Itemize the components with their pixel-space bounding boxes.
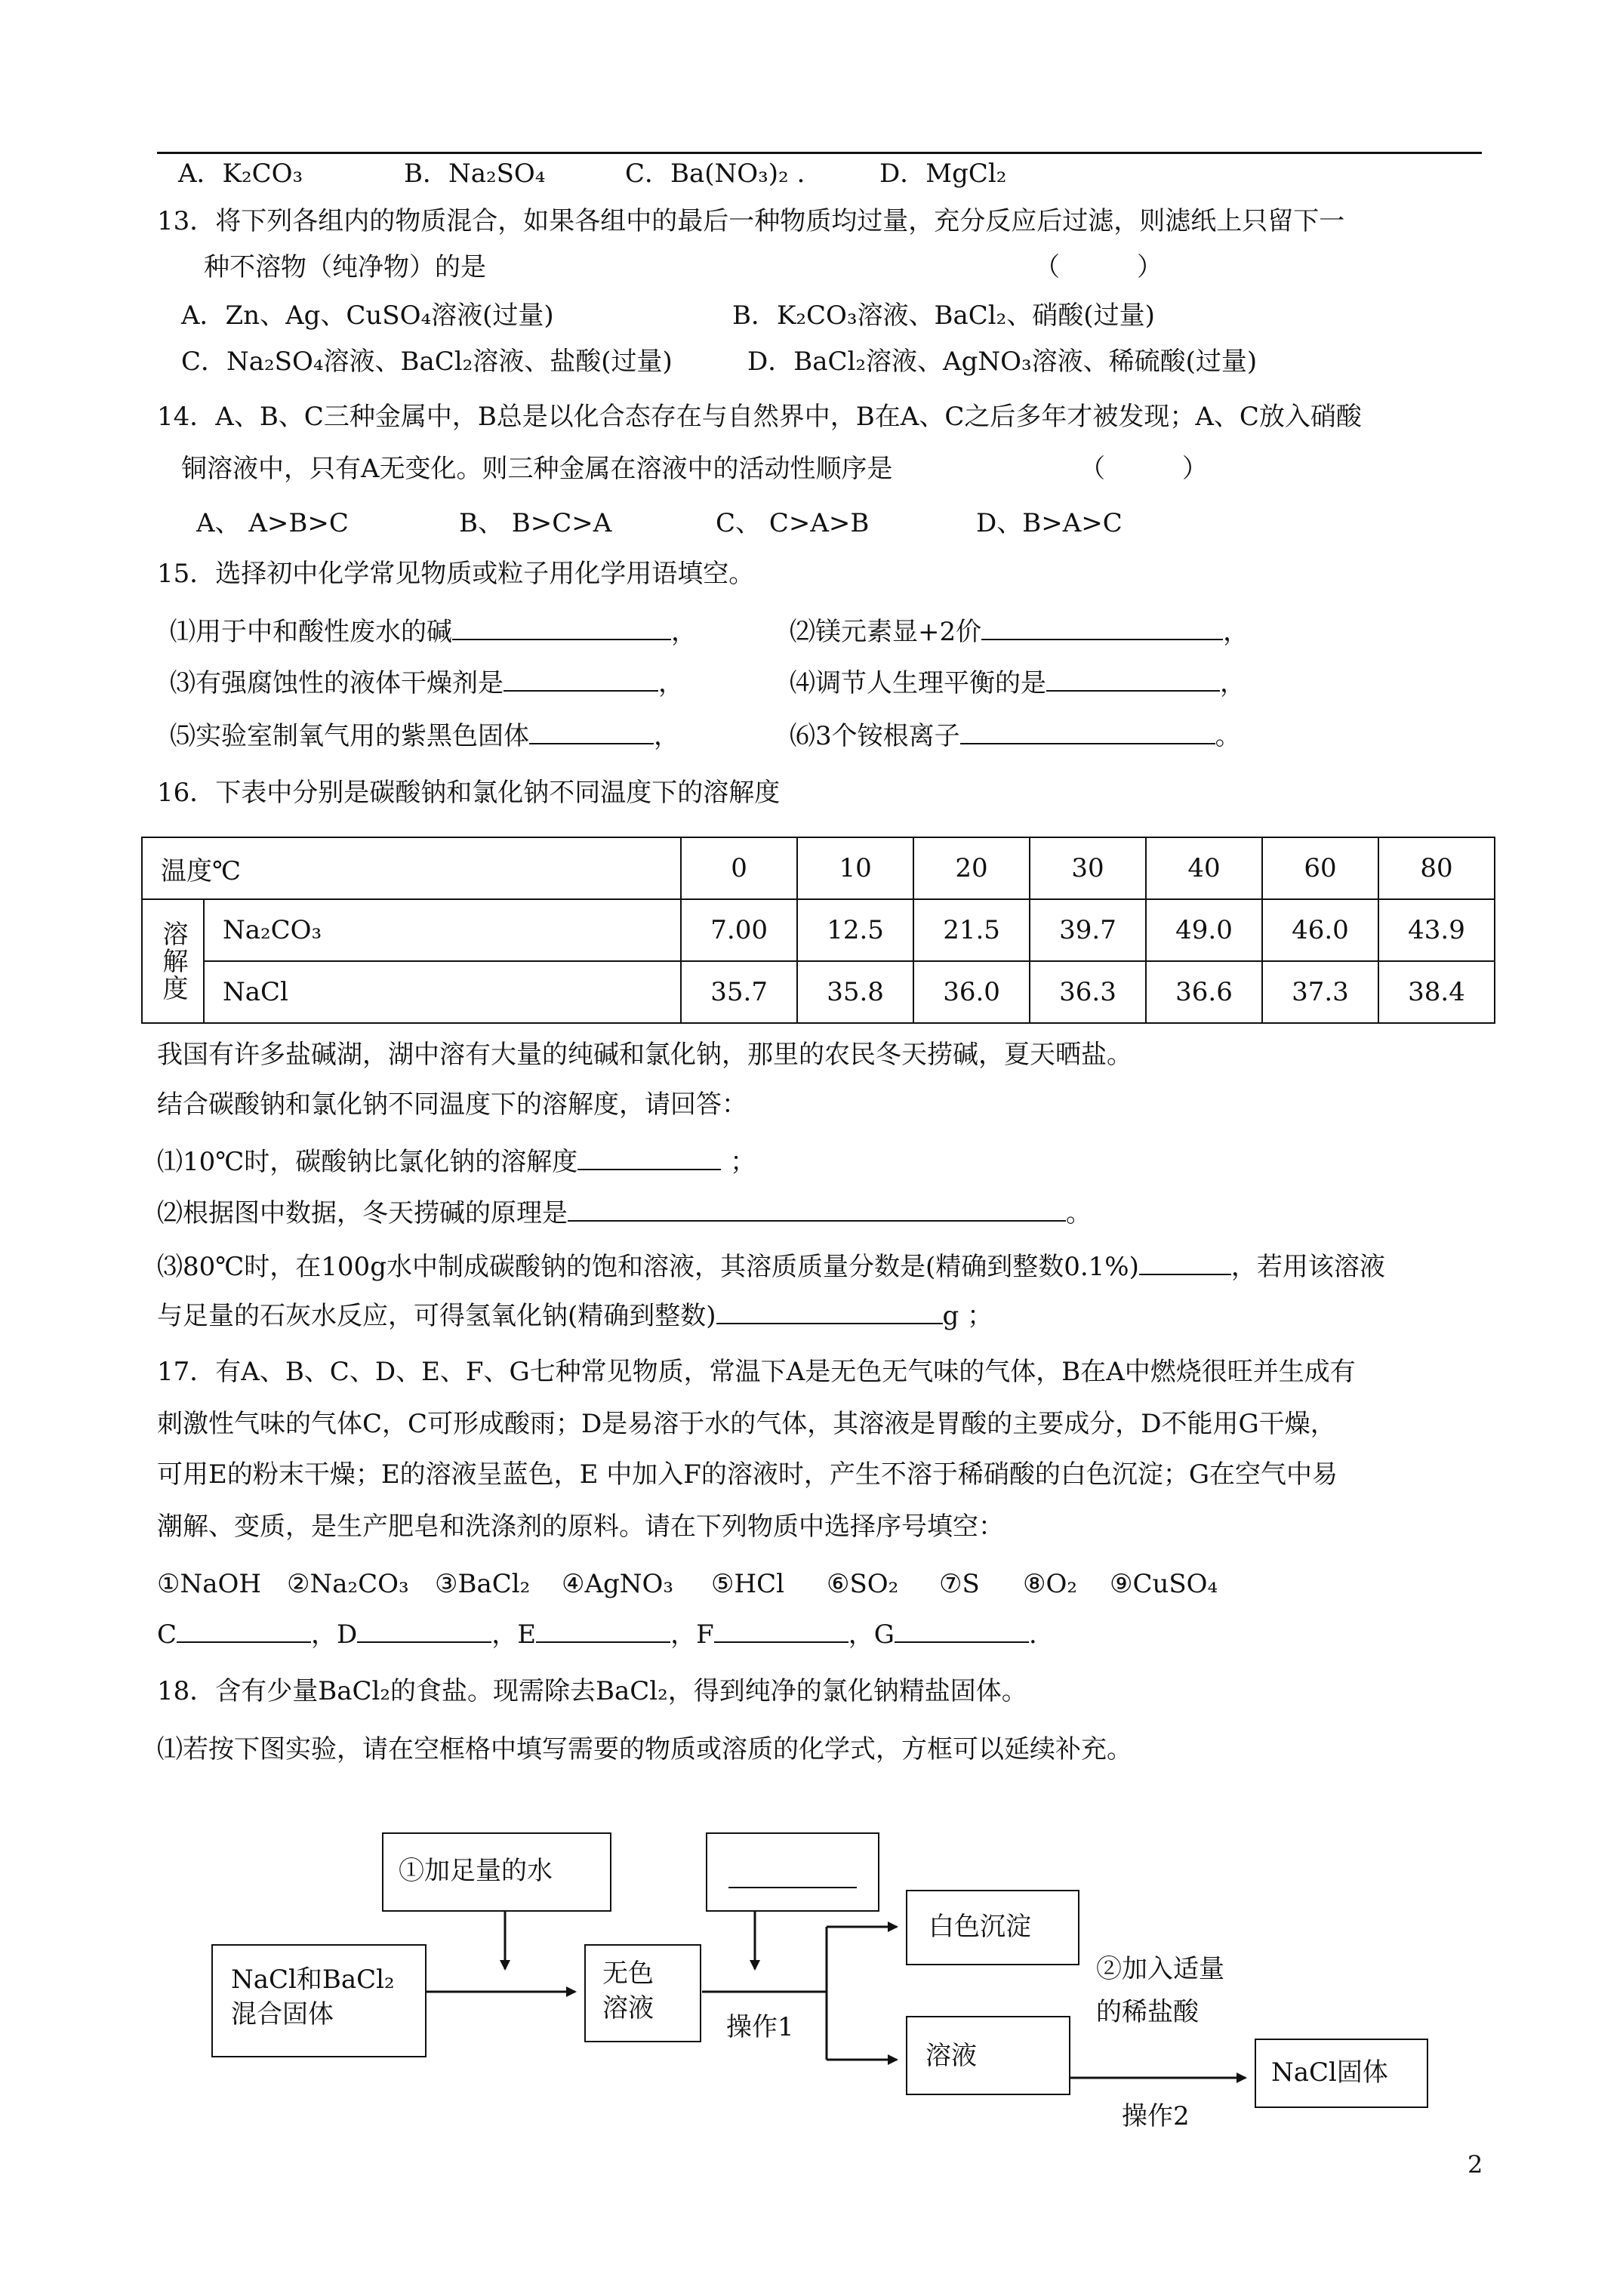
operation-2-label: 操作2	[1122, 2101, 1190, 2131]
table-cell: 46.0	[1262, 899, 1378, 961]
q17-choice: ①NaOH	[157, 1569, 262, 1599]
table-cell: 60	[1262, 837, 1378, 899]
q17-choice: ⑧O₂	[1023, 1569, 1077, 1599]
page-number: 2	[1467, 2150, 1483, 2179]
q17-end: .	[1028, 1620, 1037, 1650]
table-cell: 35.7	[681, 961, 797, 1023]
box-precipitate-text: 白色沉淀	[929, 1912, 1031, 1942]
q17-choice: ⑦S	[939, 1569, 980, 1599]
box-mixture-line2: 混合固体	[231, 1999, 334, 2029]
box-colorless-line1: 无色	[602, 1959, 654, 1989]
comma: ，	[1223, 617, 1249, 647]
comma: ，	[654, 721, 679, 751]
q17-choice: ⑨CuSO₄	[1110, 1569, 1218, 1599]
q13-option-b: B．K₂CO₃溶液、BaCl₂、硝酸(过量)	[732, 300, 1155, 331]
table-cell: 39.7	[1030, 899, 1146, 961]
table-cell: 36.3	[1030, 961, 1146, 1023]
box-white-precipitate	[906, 1890, 1079, 1965]
q16-sub-2-text: ⑵根据图中数据，冬天捞碱的原理是	[157, 1198, 568, 1228]
table-cell: 49.0	[1146, 899, 1262, 961]
box-nacl-product	[1255, 2039, 1428, 2108]
table-cell: 21.5	[913, 899, 1030, 961]
q15-item-2-text: ⑵镁元素显+2价	[790, 617, 982, 647]
q18-line-1: 18．含有少量BaCl₂的食盐。现需除去BaCl₂，得到纯净的氯化钠精盐固体。	[157, 1676, 1027, 1706]
row-group-text: 溶解度	[158, 920, 188, 1002]
q17-line-1: 17．有A、B、C、D、E、F、G七种常见物质，常温下A是无色无气味的气体，B在A中燃烧很旺并生成有	[157, 1357, 1356, 1387]
q17-label-c: C	[157, 1620, 177, 1650]
q16-sub-2-end: 。	[1066, 1198, 1092, 1228]
q14-option-d: D、B>A>C	[976, 508, 1123, 538]
q15-stem: 15．选择初中化学常见物质或粒子用化学用语填空。	[157, 559, 755, 589]
q12-option-b: B．Na₂SO₄	[404, 159, 546, 189]
q16-sub-3-end: g ；	[942, 1301, 993, 1331]
table-cell: 36.6	[1146, 961, 1262, 1023]
q15-item-3-text: ⑶有强腐蚀性的液体干燥剂是	[170, 668, 504, 698]
comma: ，	[658, 668, 684, 698]
box-filtrate-text: 溶液	[925, 2041, 977, 2071]
q12-option-c: C．Ba(NO₃)₂ .	[625, 159, 805, 189]
q16-sub-3-cont: ，若用该溶液	[1230, 1252, 1385, 1282]
acid-label-line2: 的稀盐酸	[1096, 1997, 1199, 2027]
q16-sub-3-text: ⑶80℃时，在100g水中制成碳酸钠的饱和溶液，其溶质质量分数是(精确到整数0.1%)	[157, 1252, 1139, 1282]
acid-label-line1: ②加入适量	[1096, 1954, 1224, 1984]
q12-option-d: D．MgCl₂	[879, 159, 1007, 189]
q13-stem-line2: 种不溶物（纯净物）的是	[204, 252, 486, 282]
q13-stem-line1: 13．将下列各组内的物质混合，如果各组中的最后一种物质均过量，充分反应后过滤，则滤纸上只留下一	[157, 206, 1345, 236]
table-cell: 38.4	[1378, 961, 1495, 1023]
box-add-water-text: ①加足量的水	[399, 1856, 553, 1886]
q15-item-5-text: ⑸实验室制氧气用的紫黑色固体	[170, 721, 529, 751]
q17-choice: ④AgNO₃	[562, 1569, 674, 1599]
table-cell: 20	[913, 837, 1030, 899]
operation-1-label: 操作1	[726, 2012, 794, 2042]
q16-sub-1-end: ；	[730, 1147, 756, 1177]
q14-option-c: C、 C>A>B	[716, 508, 870, 538]
q15-item-4-text: ⑷调节人生理平衡的是	[790, 668, 1046, 698]
comma: ，	[1220, 668, 1246, 698]
q13-option-d: D．BaCl₂溶液、AgNO₃溶液、稀硫酸(过量)	[747, 347, 1258, 377]
table-cell: 30	[1030, 837, 1146, 899]
comma: ，	[671, 617, 697, 647]
table-cell: 80	[1378, 837, 1495, 899]
box-filtrate	[906, 2016, 1070, 2095]
table-cell: 35.8	[797, 961, 913, 1023]
row-name-na2co3: Na₂CO₃	[204, 899, 681, 961]
period: 。	[1215, 721, 1241, 751]
q14-option-b: B、 B>C>A	[459, 508, 612, 538]
q17-label-e: ，E	[491, 1620, 537, 1650]
q17-label-d: ，D	[311, 1620, 358, 1650]
table-cell: 40	[1146, 837, 1262, 899]
box-reagent-blank[interactable]	[706, 1832, 879, 1912]
table-cell: 10	[797, 837, 913, 899]
q16-stem: 16．下表中分别是碳酸钠和氯化钠不同温度下的溶解度	[157, 778, 781, 808]
q17-label-g: ，G	[848, 1620, 895, 1650]
q17-choice: ⑤HCl	[711, 1569, 785, 1599]
q15-item-1-text: ⑴用于中和酸性废水的碱	[170, 617, 452, 647]
q13-option-a: A．Zn、Ag、CuSO₄溶液(过量)	[181, 300, 554, 331]
q17-label-f: ，F	[670, 1620, 714, 1650]
box-colorless-line2: 溶液	[602, 1993, 654, 2023]
table-cell: 12.5	[797, 899, 913, 961]
temperature-header: 温度℃	[142, 837, 681, 899]
q18-line-2: ⑴若按下图实验，请在空框格中填写需要的物质或溶质的化学式，方框可以延续补充。	[157, 1734, 1132, 1764]
q16-sub-1-text: ⑴10℃时，碳酸钠比氯化钠的溶解度	[157, 1147, 578, 1177]
box-product-text: NaCl固体	[1271, 2057, 1388, 2088]
reagent-blank[interactable]	[728, 1864, 857, 1888]
row-name-nacl: NaCl	[204, 961, 681, 1023]
box-mixture	[211, 1944, 427, 2057]
q16-sub-3-text2: 与足量的石灰水反应，可得氢氧化钠(精确到整数)	[157, 1301, 716, 1331]
table-cell: 36.0	[913, 961, 1030, 1023]
table-cell: 0	[681, 837, 797, 899]
table-cell: 7.00	[681, 899, 797, 961]
q16-paragraph-2: 结合碳酸钠和氯化钠不同温度下的溶解度，请回答：	[157, 1089, 747, 1120]
q14-stem-line1: 14．A、B、C三种金属中，B总是以化合态存在与自然界中，B在A、C之后多年才被发现；A、C放入硝酸	[157, 402, 1362, 432]
table-cell: 43.9	[1378, 899, 1495, 961]
q16-paragraph-1: 我国有许多盐碱湖，湖中溶有大量的纯碱和氯化钠，那里的农民冬天捞碱，夏天晒盐。	[157, 1040, 1132, 1070]
box-add-water	[382, 1832, 611, 1912]
q12-option-a: A．K₂CO₃	[178, 159, 303, 189]
q17-choice: ③BaCl₂	[435, 1569, 531, 1599]
q13-answer-paren: （ ）	[1034, 252, 1163, 282]
q17-choice: ⑥SO₂	[827, 1569, 899, 1599]
q14-answer-paren: （ ）	[1079, 454, 1208, 484]
q17-line-3: 可用E的粉末干燥；E的溶液呈蓝色，E 中加入F的溶液时，产生不溶于稀硝酸的白色沉淀；G在空气中易	[157, 1459, 1338, 1490]
q15-item-6-text: ⑹3个铵根离子	[790, 721, 960, 751]
q17-line-2: 刺激性气味的气体C，C可形成酸雨；D是易溶于水的气体，其溶液是胃酸的主要成分，D不能用G干燥，	[157, 1409, 1336, 1439]
table-cell: 37.3	[1262, 961, 1378, 1023]
q17-line-4: 潮解、变质，是生产肥皂和洗涤剂的原料。请在下列物质中选择序号填空：	[157, 1512, 1004, 1542]
q14-option-a: A、 A>B>C	[196, 508, 349, 538]
q17-choice: ②Na₂CO₃	[287, 1569, 409, 1599]
q13-option-c: C．Na₂SO₄溶液、BaCl₂溶液、盐酸(过量)	[181, 347, 673, 377]
q14-stem-line2: 铜溶液中，只有A无变化。则三种金属在溶液中的活动性顺序是	[181, 454, 893, 484]
box-mixture-line1: NaCl和BaCl₂	[231, 1965, 395, 1995]
box-colorless-solution	[584, 1944, 701, 2042]
